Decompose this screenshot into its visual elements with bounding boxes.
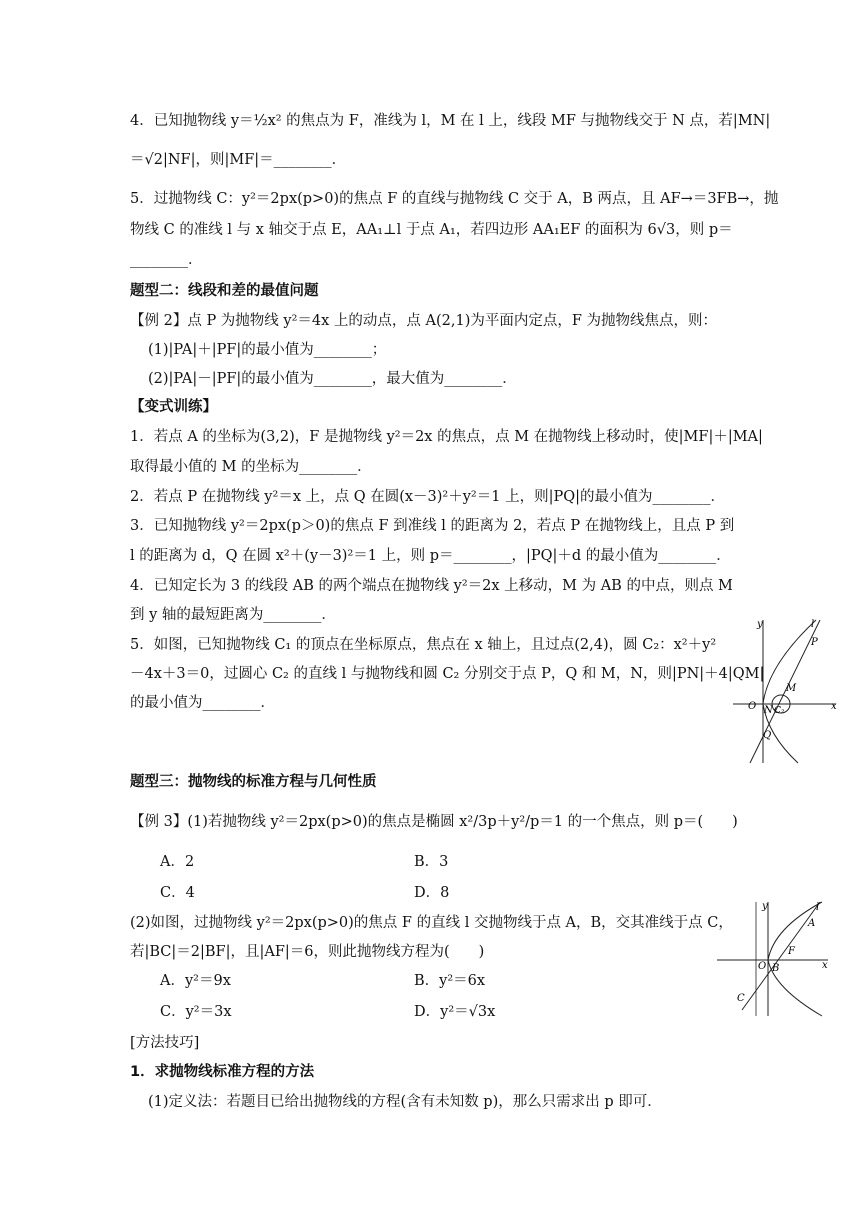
line-4b: ＝√2|NF|，则|MF|＝________．	[130, 152, 347, 168]
fig2-label-x: x	[822, 960, 828, 971]
v4-b: 到 y 轴的最短距离为________．	[130, 607, 336, 623]
v3-b: l 的距离为 d，Q 在圆 x²＋(y－3)²＝1 上，则 p＝________，|PQ|＋d 的最小值为________．	[130, 548, 731, 564]
v1-a: 1．若点 A 的坐标为(3,2)，F 是抛物线 y²＝2x 的焦点，点 M 在抛物线上移动时，使|MF|＋|MA|	[130, 429, 763, 445]
opt-2d: D．y²＝√3x	[414, 1004, 496, 1020]
v1-b: 取得最小值的 M 的坐标为________．	[130, 459, 372, 475]
fig2-label-l: l	[816, 902, 820, 913]
fig1-label-q: Q	[763, 730, 772, 741]
variant-title: 【变式训练】	[130, 399, 217, 415]
fig1-label-x: x	[831, 701, 837, 712]
section-title-2: 题型二：线段和差的最值问题	[130, 283, 319, 299]
fig1-label-o: O	[748, 701, 757, 712]
line-5a: 5．过抛物线 C：y²＝2px(p>0)的焦点 F 的直线与抛物线 C 交于 A，B 两点，且 AF→＝3FB→，抛	[130, 191, 779, 207]
fig1-label-y: y	[757, 619, 763, 630]
v2: 2．若点 P 在抛物线 y²＝x 上，点 Q 在圆(x－3)²＋y²＝1 上，则|PQ|的最小值为________．	[130, 489, 725, 505]
fig1-label-m: M	[786, 683, 797, 694]
fig2-label-y: y	[762, 901, 768, 912]
fig1-label-l: l	[811, 619, 815, 630]
v5-b: －4x＋3＝0，过圆心 C₂ 的直线 l 与抛物线和圆 C₂ 分别交于点 P，Q 和 M，N，则|PN|＋4|QM|	[130, 666, 765, 682]
fig2-label-c: C	[737, 993, 745, 1004]
v5-a: 5．如图，已知抛物线 C₁ 的顶点在坐标原点，焦点在 x 轴上，且过点(2,4)，圆 C₂：x²＋y²	[130, 637, 717, 653]
line-4a: 4．已知抛物线 y＝½x² 的焦点为 F，准线为 l，M 在 l 上，线段 MF 与抛物线交于 N 点，若|MN|	[130, 113, 771, 129]
method-1: 1．求抛物线标准方程的方法	[130, 1064, 315, 1080]
opt-2c: C．y²＝3x	[160, 1004, 232, 1020]
method-1-def: (1)定义法：若题目已给出抛物线的方程(含有未知数 p)，那么只需求出 p 即可．	[148, 1094, 662, 1110]
fig2-label-a: A	[808, 918, 816, 929]
parabola-figure-2	[712, 898, 832, 1018]
opt-2a: A．y²＝9x	[160, 973, 231, 989]
example-2-q1: (1)|PA|＋|PF|的最小值为________；	[148, 342, 387, 358]
v4-a: 4．已知定长为 3 的线段 AB 的两个端点在抛物线 y²＝2x 上移动，M 为 AB 的中点，则点 M	[130, 578, 733, 594]
example-3-q2a: (2)如图，过抛物线 y²＝2px(p>0)的焦点 F 的直线 l 交抛物线于点 A，B，交其准线于点 C，	[130, 915, 733, 931]
line-5c: ________．	[130, 252, 203, 268]
example-2: 【例 2】点 P 为抛物线 y²＝4x 上的动点，点 A(2,1)为平面内定点，F 为抛物线焦点，则：	[130, 313, 718, 329]
fig2-label-o: O	[758, 961, 767, 972]
opt-2b: B．y²＝6x	[414, 973, 486, 989]
fig1-label-n: N	[764, 705, 773, 716]
method-tips: [方法技巧]	[130, 1035, 200, 1051]
opt-1d: D．8	[414, 885, 450, 901]
opt-1a: A．2	[160, 854, 195, 870]
fig1-label-p: P	[811, 637, 818, 648]
fig2-label-f: F	[788, 946, 795, 957]
example-3-q2b: 若|BC|＝2|BF|，且|AF|＝6，则此抛物线方程为( )	[130, 944, 485, 960]
v3-a: 3．已知抛物线 y²＝2px(p＞0)的焦点 F 到准线 l 的距离为 2，若点 P 在抛物线上，且点 P 到	[130, 518, 735, 534]
fig2-label-b: B	[772, 963, 780, 974]
example-3-q1: 【例 3】(1)若抛物线 y²＝2px(p>0)的焦点是椭圆 x²/3p＋y²/p＝1 的一个焦点，则 p＝( )	[130, 814, 738, 830]
line-5b: 物线 C 的准线 l 与 x 轴交于点 E，AA₁⊥l 于点 A₁，若四边形 AA₁EF 的面积为 6√3，则 p＝	[130, 222, 733, 238]
parabola-figure-1	[728, 615, 840, 765]
opt-1b: B．3	[414, 854, 449, 870]
v5-c: 的最小值为________．	[130, 695, 275, 711]
section-title-3: 题型三：抛物线的标准方程与几何性质	[130, 774, 377, 790]
example-2-q2: (2)|PA|－|PF|的最小值为________，最大值为________．	[148, 371, 517, 387]
fig1-label-c2: C₂	[774, 706, 785, 716]
opt-1c: C．4	[160, 885, 195, 901]
